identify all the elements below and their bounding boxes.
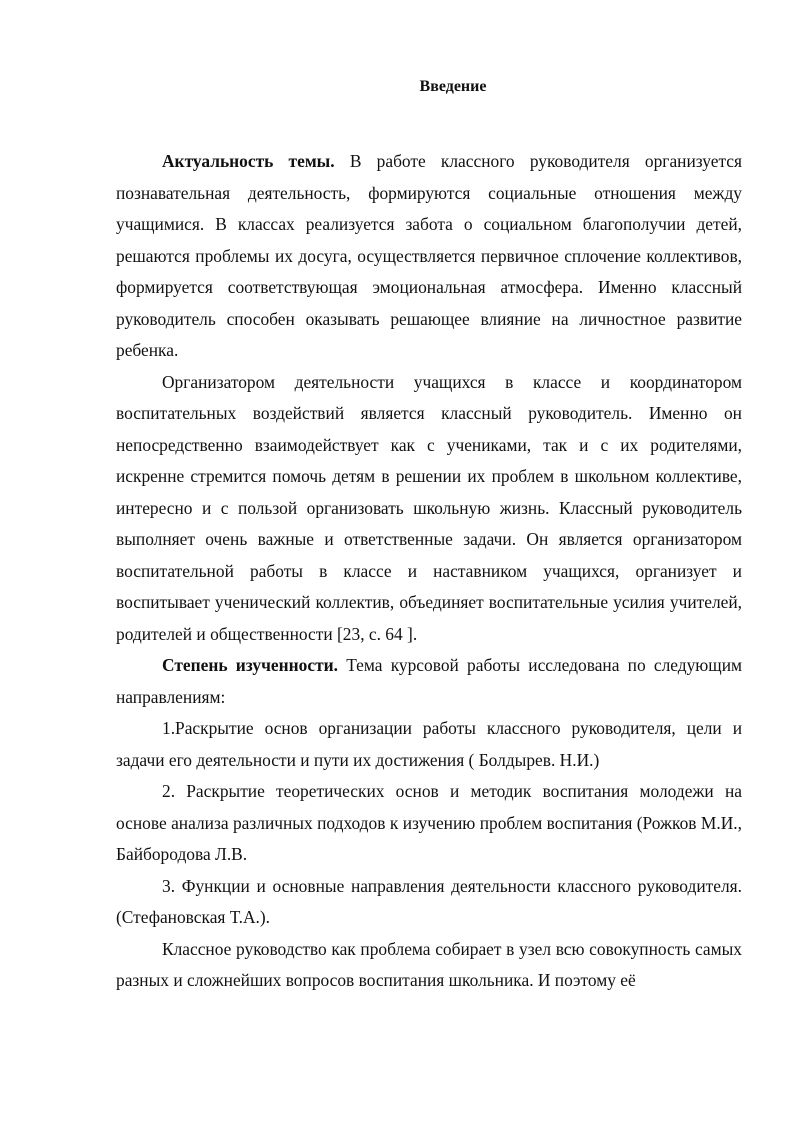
list-item-1 xyxy=(116,713,742,776)
paragraph-text: 1.Раскрытие основ организации работы классного руководителя, цели и задачи его деятельности и пути их достижения ( Болдырев. Н.И.) xyxy=(116,718,742,770)
paragraph-organizer xyxy=(116,367,742,651)
paragraph-bold-lead: Степень изученности. xyxy=(162,655,338,675)
paragraph-text: Классное руководство как проблема собирает в узел всю совокупность самых разных и сложнейших вопросов воспитания школьника. И поэтому её xyxy=(116,938,742,990)
paragraph-relevance xyxy=(116,146,742,367)
list-item-3 xyxy=(116,871,742,934)
paragraph-text: 3. Функции и основные направления деятельности классного руководителя.(Стефановская Т.А.). xyxy=(116,875,742,927)
paragraph-text: В работе классного руководителя организуется познавательная деятельность, формируются социальные отношения между учащимися. В классах реализуется забота о социальном благополучии детей, решаются проблемы их досуга, осуществляется первичное сплочение коллективов, формируется соответствующая эмоциональная атмосфера. Именно классный руководитель способен оказывать решающее влияние на личностное развитие ребенка. xyxy=(116,151,742,360)
paragraph-text: Организатором деятельности учащихся в классе и координатором воспитательных воздействий является классный руководитель. Именно он непосредственно взаимодействует как с учениками, так и с их родителями, искренне стремится помочь детям в решении их проблем в школьном коллективе, интересно и с пользой организовать школьную жизнь. Классный руководитель выполняет очень важные и ответственные задачи. Он является организатором воспитательной работы в классе и наставником учащихся, организует и воспитывает ученический коллектив, объединяет воспитательные усилия учителей, родителей и общественности [23, с. 64 ]. xyxy=(116,371,742,644)
document-body xyxy=(116,146,742,997)
paragraph-study-degree xyxy=(116,650,742,713)
paragraph-text: 2. Раскрытие теоретических основ и методик воспитания молодежи на основе анализа различных подходов к изучению проблем воспитания (Рожков М.И., Байбородова Л.В. xyxy=(116,781,742,864)
page-title: Введение xyxy=(419,78,487,95)
list-item-2 xyxy=(116,776,742,871)
paragraph-class-management xyxy=(116,934,742,997)
paragraph-bold-lead: Актуальность темы. xyxy=(162,151,335,171)
paragraph-text: Тема курсовой работы исследована по следующим направлениям: xyxy=(116,655,743,707)
